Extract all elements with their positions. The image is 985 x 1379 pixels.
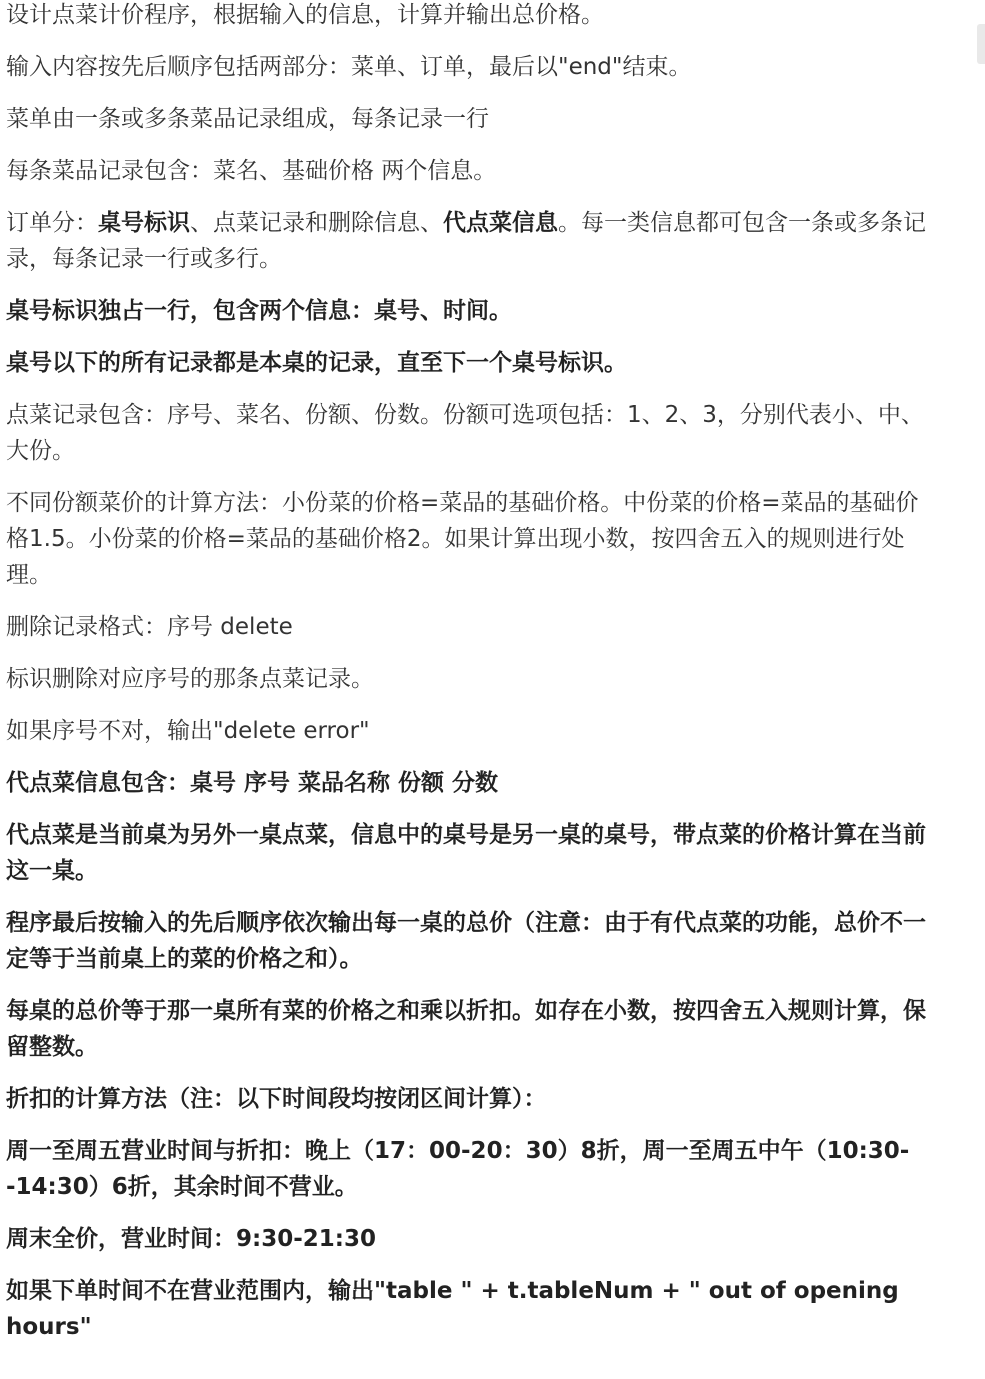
paragraph-out-of-hours: 如果下单时间不在营业范围内，输出"table " + t.tableNum + " out of opening hours" xyxy=(6,1278,899,1340)
paragraph-delete-error: 如果序号不对，输出"delete error" xyxy=(6,718,370,744)
paragraph-total-discount: 每桌的总价等于那一桌所有菜的价格之和乘以折扣。如存在小数，按四舍五入规则计算，保留整数。 xyxy=(6,998,926,1060)
problem-description xyxy=(6,0,936,1361)
paragraph-proxy-format: 代点菜信息包含：桌号 序号 菜品名称 份额 分数 xyxy=(6,770,499,796)
paragraph-input-structure: 输入内容按先后顺序包括两部分：菜单、订单，最后以"end"结束。 xyxy=(6,54,692,80)
order-parts-text: 、点菜记录和删除信息、 xyxy=(190,210,443,236)
paragraph-table-scope: 桌号以下的所有记录都是本桌的记录，直至下一个桌号标识。 xyxy=(6,350,627,376)
order-parts-text: 订单分： xyxy=(6,210,98,236)
paragraph-dish-record: 每条菜品记录包含：菜名、基础价格 两个信息。 xyxy=(6,158,497,184)
paragraph-delete-meaning: 标识删除对应序号的那条点菜记录。 xyxy=(6,666,374,692)
paragraph-delete-format: 删除记录格式：序号 delete xyxy=(6,614,293,640)
paragraph-output-order: 程序最后按输入的先后顺序依次输出每一桌的总价（注意：由于有代点菜的功能，总价不一定等于当前桌上的菜的价格之和）。 xyxy=(6,910,926,972)
paragraph-proxy-meaning: 代点菜是当前桌为另外一桌点菜，信息中的桌号是另一桌的桌号，带点菜的价格计算在当前这一桌。 xyxy=(6,822,926,884)
paragraph-intro: 设计点菜计价程序，根据输入的信息，计算并输出总价格。 xyxy=(6,2,604,28)
paragraph-table-id: 桌号标识独占一行，包含两个信息：桌号、时间。 xyxy=(6,298,512,324)
scrollbar-thumb[interactable] xyxy=(977,24,985,64)
paragraph-menu-records: 菜单由一条或多条菜品记录组成，每条记录一行 xyxy=(6,106,489,132)
order-parts-text: 。每一类信息都可包含一条或多条记录，每条记录一行或多行。 xyxy=(6,210,926,272)
order-parts-table-id: 桌号标识 xyxy=(98,210,190,236)
paragraph-weekday-hours: 周一至周五营业时间与折扣：晚上（17：00-20：30）8折，周一至周五中午（10:30--14:30）6折，其余时间不营业。 xyxy=(6,1138,910,1200)
paragraph-order-record: 点菜记录包含：序号、菜名、份额、份数。份额可选项包括：1、2、3，分别代表小、中、大份。 xyxy=(6,402,924,464)
order-parts-proxy-order: 代点菜信息 xyxy=(443,210,558,236)
paragraph-discount-method: 折扣的计算方法（注：以下时间段均按闭区间计算）： xyxy=(6,1086,547,1112)
paragraph-order-parts xyxy=(6,205,936,277)
paragraph-weekend-hours: 周末全价，营业时间：9:30-21:30 xyxy=(6,1226,376,1252)
paragraph-portion-price: 不同份额菜价的计算方法：小份菜的价格=菜品的基础价格。中份菜的价格=菜品的基础价格1.5。小份菜的价格=菜品的基础价格2。如果计算出现小数，按四舍五入的规则进行处理。 xyxy=(6,490,919,588)
